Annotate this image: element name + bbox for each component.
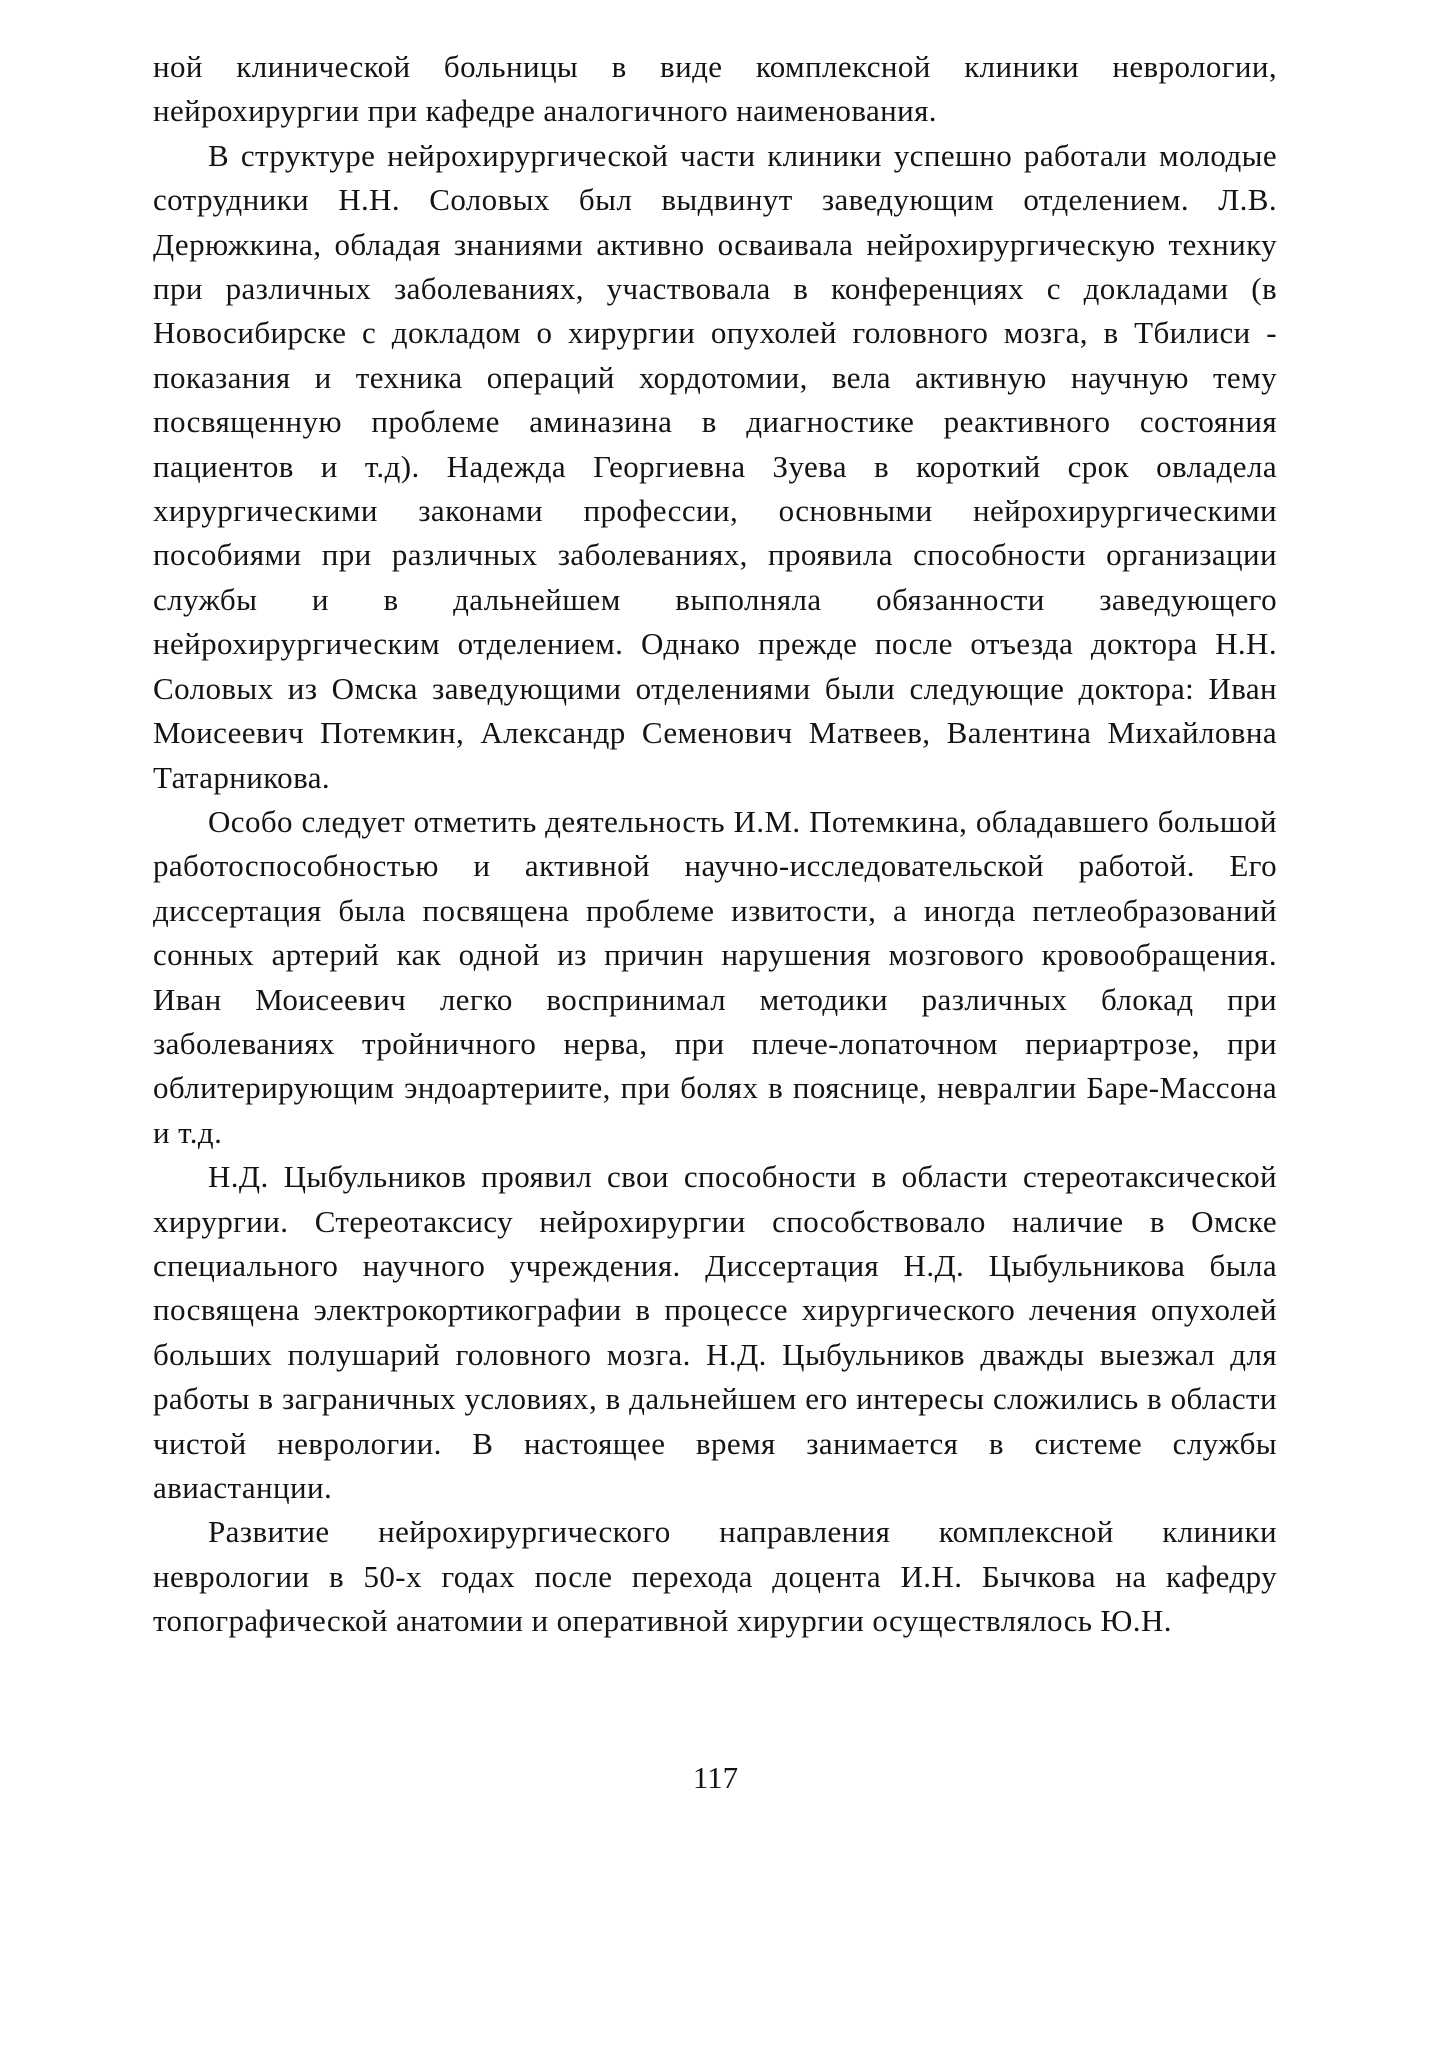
paragraph-tsybulnikov: Н.Д. Цыбульников проявил свои способности в области стереотаксической хирургии. Стереотаксису нейрохирургии способствовало наличие в Омске специального научного учреждения. Диссертация Н.Д. Цыбульникова была посвящена электрокортикографии в процессе хирургического лечения опухолей больших полушарий головного мозга. Н.Д. Цыбульников дважды выезжал для работы в заграничных условиях, в дальнейшем его интересы сложились в области чистой неврологии. В настоящее время занимается в системе службы авиастанции. <box>153 1159 1277 1505</box>
page-number: 117 <box>692 1760 739 1795</box>
body-text <box>153 45 1277 1644</box>
paragraph-neurosurgery-staff: В структуре нейрохирургической части клиники успешно работали молодые сотрудники Н.Н. Соловых был выдвинут заведующим отделением. Л.В. Дерюжкина, обладая знаниями активно осваивала нейрохирургическую технику при различных заболеваниях, участвовала в конференциях с докладами (в Новосибирске с докладом о хирургии опухолей головного мозга, в Тбилиси - показания и техника операций хордотомии, вела активную научную тему посвященную проблеме аминазина в диагностике реактивного состояния пациентов и т.д). Надежда Георгиевна Зуева в короткий срок овладела хирургическими законами профессии, основными нейрохирургическими пособиями при различных заболеваниях, проявила способности организации службы и в дальнейшем выполняла обязанности заведующего нейрохирургическим отделением. Однако прежде после отъезда доктора Н.Н. Соловых из Омска заведующими отделениями были следующие доктора: Иван Моисеевич Потемкин, Александр Семенович Матвеев, Валентина Михайловна Татарникова. <box>153 137 1277 795</box>
paragraph-continued: ной клинической больницы в виде комплексной клиники неврологии, нейрохирургии при кафедре аналогичного наименования. <box>153 49 1277 129</box>
paragraph-potemkin: Особо следует отметить деятельность И.М. Потемкина, обладавшего большой работоспособностью и активной научно-исследовательской работой. Его диссертация была посвящена проблеме извитости, а иногда петлеобразований сонных артерий как одной из причин нарушения мозгового кровообращения. Иван Моисеевич легко воспринимал методики различных блокад при заболеваниях тройничного нерва, при плече-лопаточном периартрозе, при облитерирующим эндоартериите, при болях в пояснице, невралгии Баре-Массона и т.д. <box>153 803 1277 1150</box>
paragraph-development: Развитие нейрохирургического направления комплексной клиники неврологии в 50-х годах после перехода доцента И.Н. Бычкова на кафедру топографической анатомии и оперативной хирургии осуществлялось Ю.Н. <box>153 1514 1277 1639</box>
